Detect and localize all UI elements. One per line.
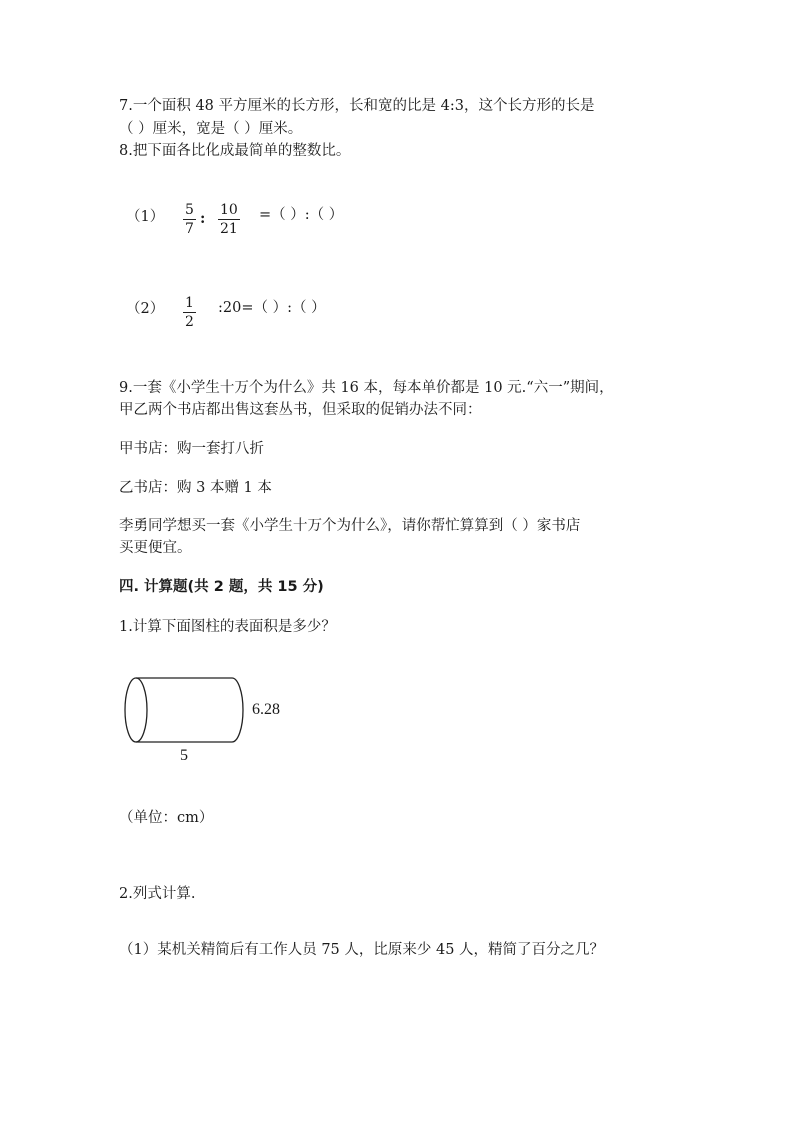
fraction-denominator: 7 xyxy=(185,221,194,237)
q8-item1-fraction-2 xyxy=(218,202,240,237)
q7-line-1: 7.一个面积 48 平方厘米的长方形，长和宽的比是 4:3，这个长方形的长是 xyxy=(119,98,595,114)
cylinder-right-arc xyxy=(232,678,243,742)
fraction-numerator: 1 xyxy=(185,295,194,311)
calc1-unit: （单位：cm） xyxy=(119,810,214,826)
q8-item1-label: （1） xyxy=(126,209,165,225)
q7-line-2: （ ）厘米，宽是（ ）厘米。 xyxy=(119,121,303,137)
calc2-question: 2.列式计算. xyxy=(119,886,196,902)
q9-line-6: 买更便宜。 xyxy=(119,540,192,556)
q8-item2-fraction xyxy=(183,295,196,330)
q8-item2-label: （2） xyxy=(126,301,165,317)
fraction-numerator: 10 xyxy=(220,202,238,218)
cylinder-left-face xyxy=(125,678,147,742)
q9-line-2: 甲乙两个书店都出售这套丛书，但采取的促销办法不同： xyxy=(119,402,482,418)
q8-title: 8.把下面各比化成最简单的整数比。 xyxy=(119,143,351,159)
cylinder-figure xyxy=(120,672,300,772)
fraction-bar xyxy=(183,219,196,220)
q9-shop-b: 乙书店：购 3 本赠 1 本 xyxy=(119,480,272,496)
cylinder-circumference-label: 6.28 xyxy=(252,701,280,718)
section-4-heading: 四. 计算题(共 2 题，共 15 分) xyxy=(119,579,324,595)
fraction-bar xyxy=(218,219,240,220)
fraction-denominator: 2 xyxy=(185,314,194,330)
q8-item1-answer: =（ ）:（ ） xyxy=(259,207,344,223)
fraction-numerator: 5 xyxy=(185,202,194,218)
q9-shop-a: 甲书店：购一套打八折 xyxy=(119,441,264,457)
calc2-sub-1: （1）某机关精简后有工作人员 75 人，比原来少 45 人，精简了百分之几？ xyxy=(119,942,605,958)
q8-item1-fraction-1 xyxy=(183,202,196,237)
q8-item1-colon: : xyxy=(200,210,206,227)
q8-item2-answer: :20=（ ）:（ ） xyxy=(218,300,326,316)
q9-line-5: 李勇同学想买一套《小学生十万个为什么》，请你帮忙算算到（ ）家书店 xyxy=(119,518,581,534)
calc1-question: 1.计算下面图柱的表面积是多少？ xyxy=(119,619,336,635)
fraction-denominator: 21 xyxy=(220,221,238,237)
q9-line-1: 9.一套《小学生十万个为什么》共 16 本，每本单价都是 10 元.“六一”期间， xyxy=(119,380,614,396)
fraction-bar xyxy=(183,312,196,313)
cylinder-length-label: 5 xyxy=(180,747,188,764)
